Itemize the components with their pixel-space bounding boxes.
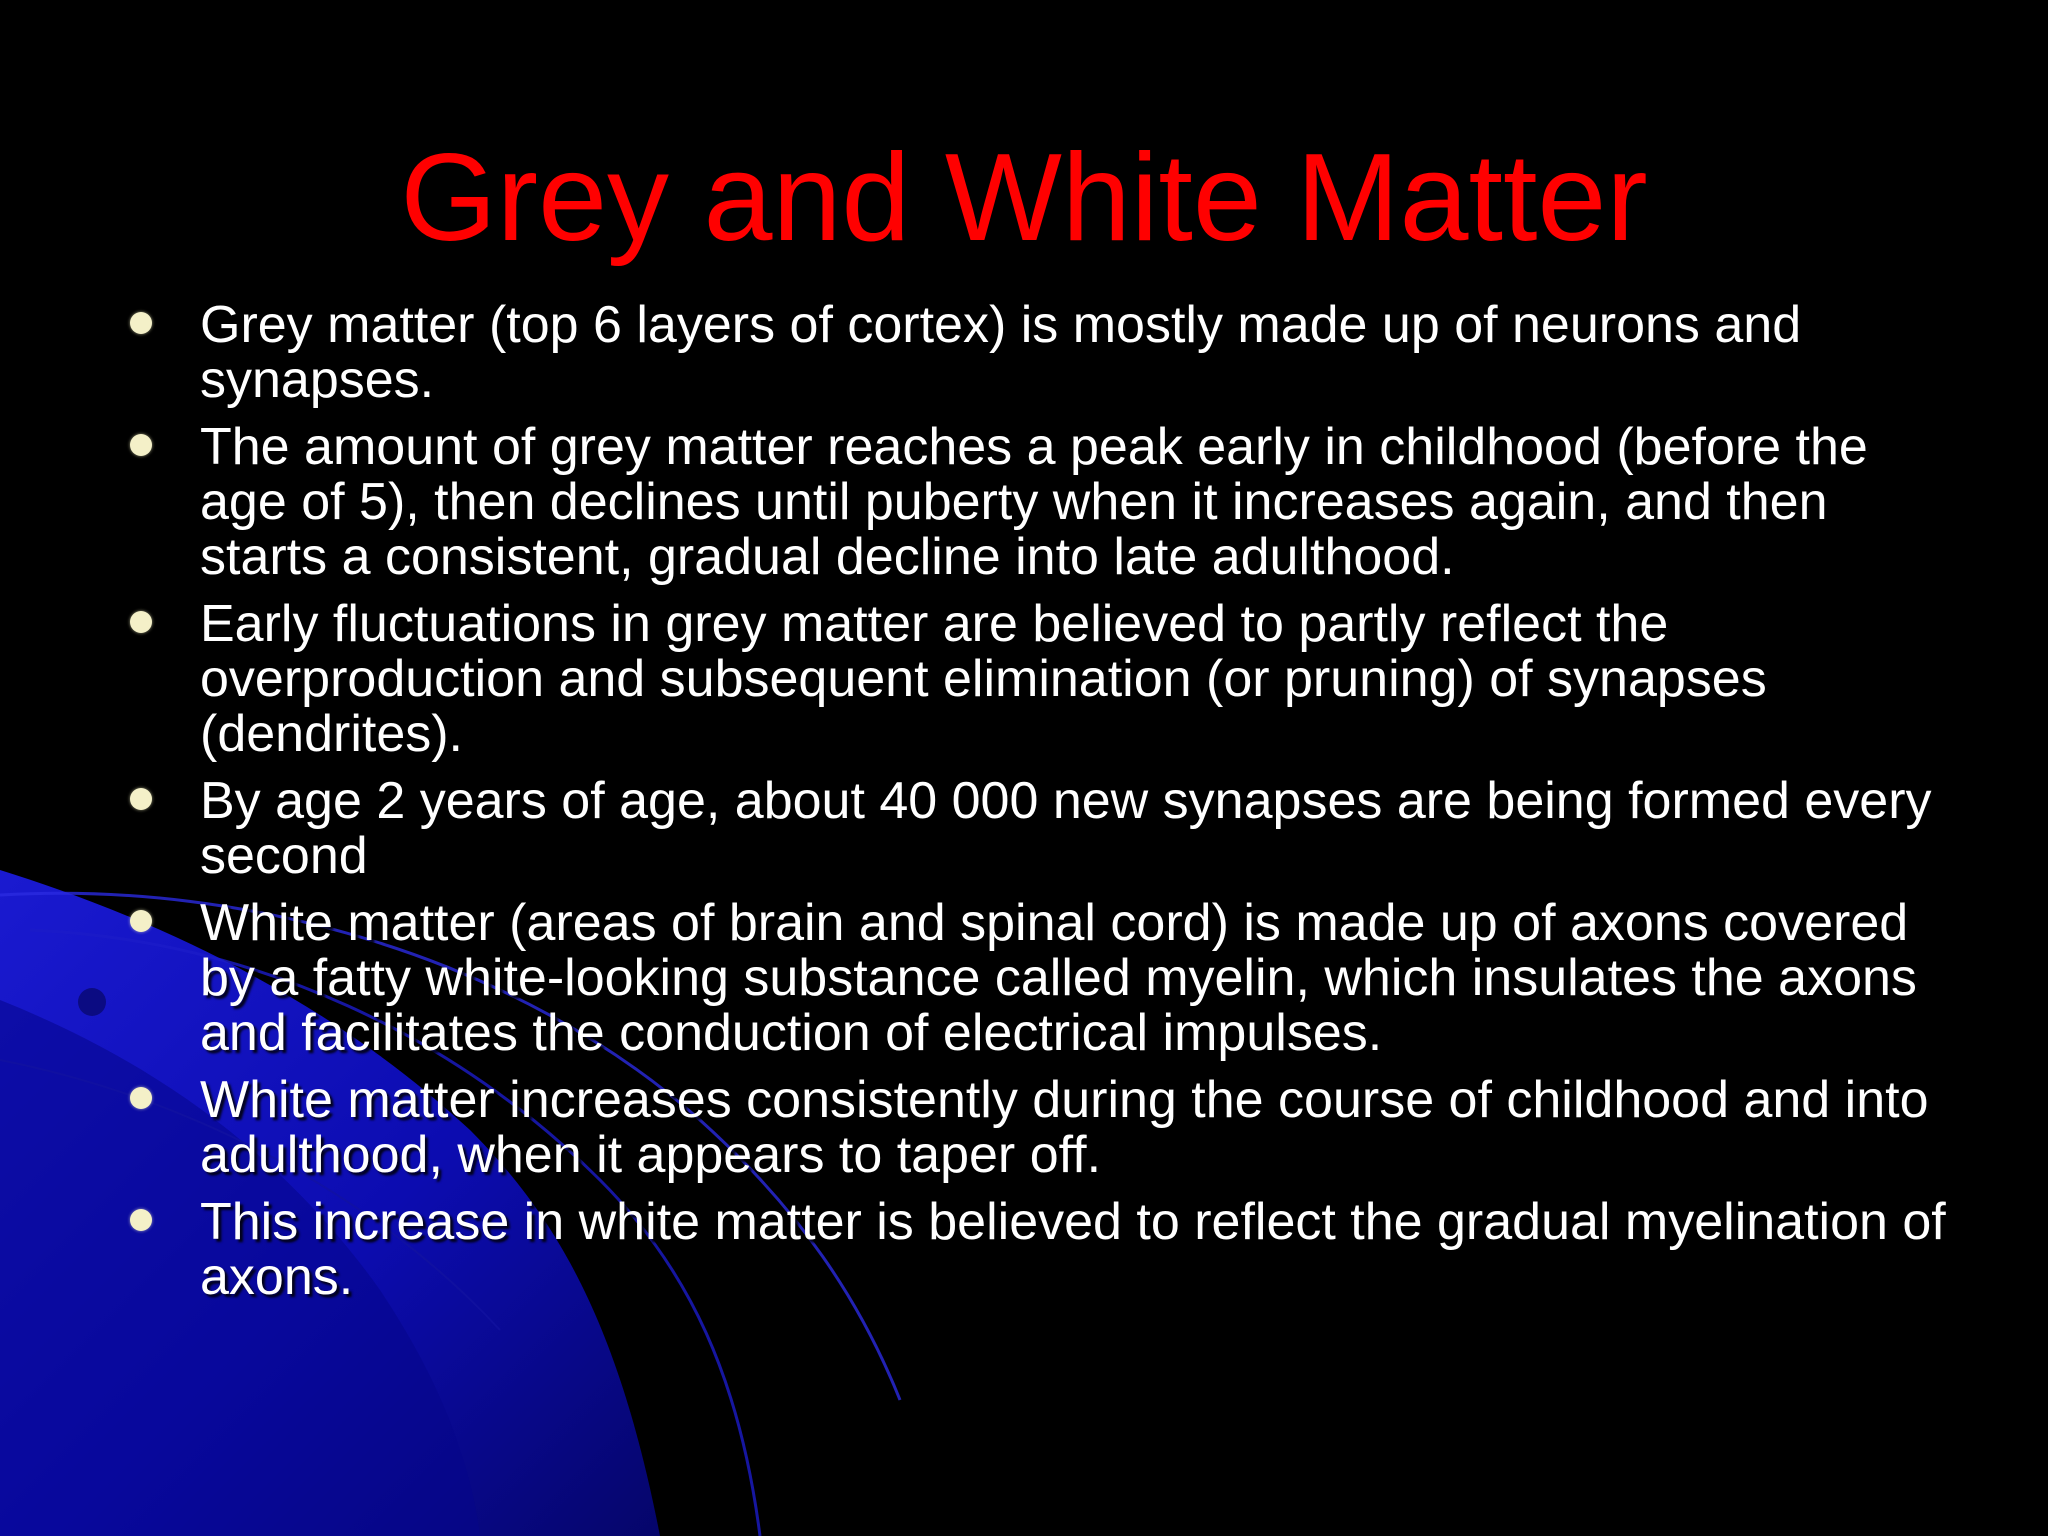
bullet-item: [126, 298, 1946, 408]
bullet-dot-icon: [130, 910, 152, 932]
bullet-text: Early fluctuations in grey matter are believed to partly reflect the overproduction and subsequent elimination (or pruning) of synapses (dendrites).: [200, 595, 1767, 763]
bullet-item: [126, 1195, 1946, 1305]
bullet-item: [126, 597, 1946, 762]
bullet-dot-icon: [130, 1087, 152, 1109]
bullet-dot-icon: [130, 434, 152, 456]
slide-title: Grey and White Matter: [400, 129, 1648, 267]
bullet-item: [126, 1073, 1946, 1183]
bullet-dot-icon: [130, 312, 152, 334]
bullet-dot-icon: [130, 1209, 152, 1231]
bullet-text: White matter increases consistently during the course of childhood and into adulthood, when it appears to taper off.: [200, 1071, 1929, 1184]
bullet-dot-icon: [130, 611, 152, 633]
bullet-text: This increase in white matter is believed to reflect the gradual myelination of axons.: [200, 1193, 1946, 1306]
wave-dot: [78, 988, 106, 1016]
bullet-item: [126, 420, 1946, 585]
bullet-list: [126, 298, 1946, 1317]
bullet-text: By age 2 years of age, about 40 000 new synapses are being formed every second: [200, 772, 1932, 885]
bullet-item: [126, 896, 1946, 1061]
bullet-text: Grey matter (top 6 layers of cortex) is mostly made up of neurons and synapses.: [200, 296, 1802, 409]
bullet-dot-icon: [130, 788, 152, 810]
bullet-text: White matter (areas of brain and spinal cord) is made up of axons covered by a fatty white-looking substance called myelin, which insulates the axons and facilitates the conduction of electrical impulses.: [200, 894, 1917, 1062]
bullet-item: [126, 774, 1946, 884]
bullet-text: The amount of grey matter reaches a peak early in childhood (before the age of 5), then declines until puberty when it increases again, and then starts a consistent, gradual decline into late adulthood.: [200, 418, 1868, 586]
